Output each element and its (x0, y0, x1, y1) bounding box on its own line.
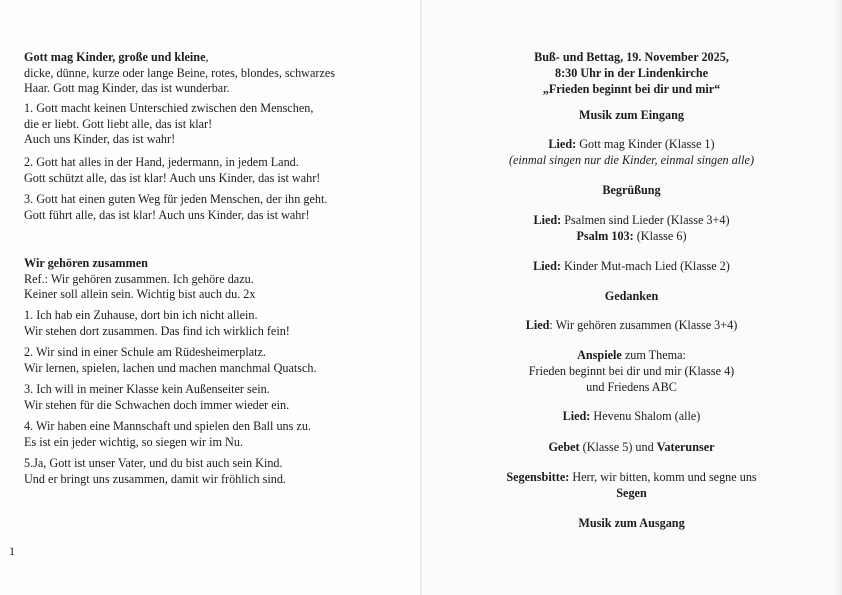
song1-title-line (24, 50, 394, 66)
lied-label: Lied: (533, 259, 561, 273)
gebet-label: Gebet (548, 440, 580, 454)
song2-verse4 (24, 419, 394, 450)
lied-2 (421, 213, 842, 229)
anspiele-line2: Frieden beginnt bei dir und mir (Klasse 4) (528, 364, 735, 378)
verse-line: Wir stehen dort zusammen. Das find ich wirklich fein! (24, 323, 290, 338)
lied-label: Lied: (562, 409, 591, 423)
lied-text: Hevenu Shalom (alle) (590, 409, 701, 423)
verse-line: 2. Wir sind in einer Schule am Rüdesheimerplatz. (24, 345, 266, 359)
verse-line: Es ist ein jeder wichtig, so siegen wir im Nu. (24, 434, 244, 449)
gedanken: Gedanken (604, 289, 659, 303)
lied-3 (421, 259, 842, 275)
psalm-text: (Klasse 6) (633, 229, 687, 243)
begruessung: Begrüßung (602, 183, 661, 197)
lied-text: Gott mag Kinder (Klasse 1) (576, 137, 715, 151)
song2-refrain-line: Keiner soll allein sein. Wichtig bist auch du. 2x (24, 287, 256, 301)
verse-line: Auch uns Kinder, das ist wahr! (24, 132, 176, 146)
verse-line: 2. Gott hat alles in der Hand, jedermann, in jedem Land. (24, 155, 299, 169)
verse-line: 3. Gott hat einen guten Weg für jeden Menschen, der ihn geht. (24, 192, 328, 206)
verse-line: 5.Ja, Gott ist unser Vater, und du bist auch sein Kind. (24, 456, 283, 470)
song1-verse1 (24, 101, 394, 148)
lied-4 (421, 318, 842, 334)
anspiele-label: Anspiele (577, 348, 622, 362)
verse-line: 4. Wir haben eine Mannschaft und spielen den Ball uns zu. (24, 419, 311, 433)
verse-line: 1. Gott macht keinen Unterschied zwischen den Menschen, (24, 101, 314, 115)
lied-label: Lied (525, 318, 550, 332)
verse-line: die er liebt. Gott liebt alle, das ist klar! (24, 116, 213, 131)
segensbitte-label: Segensbitte: (506, 470, 570, 484)
verse-line: Gott schützt alle, das ist klar! Auch uns Kinder, das ist wahr! (24, 170, 321, 185)
song1-verse3 (24, 192, 394, 223)
segensbitte (421, 470, 842, 486)
psalm-label: Psalm 103: (576, 229, 634, 243)
song1-verse2 (24, 155, 394, 186)
page-number: 1 (9, 544, 15, 558)
service-theme: „Frieden beginnt bei dir und mir“ (542, 82, 721, 96)
lied-1-note: (einmal singen nur die Kinder, einmal singen alle) (508, 153, 755, 167)
lied-text: Psalmen sind Lieder (Klasse 3+4) (561, 213, 730, 227)
song2-verse2 (24, 345, 394, 376)
lied-label: Lied: (533, 213, 562, 227)
song2-title: Wir gehören zusammen (24, 256, 148, 270)
song2-verse5 (24, 456, 394, 487)
service-time-place: 8:30 Uhr in der Lindenkirche (554, 66, 709, 80)
lied-text: Kinder Mut-mach Lied (Klasse 2) (560, 259, 730, 273)
musik-ausgang: Musik zum Ausgang (578, 516, 685, 530)
song2-verse1 (24, 308, 394, 339)
musik-eingang: Musik zum Eingang (579, 108, 684, 122)
verse-line: 3. Ich will in meiner Klasse kein Außenseiter sein. (24, 382, 270, 396)
verse-line: Wir lernen, spielen, lachen und machen manchmal Quatsch. (24, 360, 317, 375)
lied-text: : Wir gehören zusammen (Klasse 3+4) (549, 318, 738, 332)
segensbitte-text: Herr, wir bitten, komm und segne uns (569, 470, 757, 484)
song1-intro-line: Haar. Gott mag Kinder, das ist wunderbar. (24, 81, 230, 95)
verse-line: Wir stehen für die Schwachen doch immer wieder ein. (24, 397, 290, 412)
lied-1 (421, 137, 842, 153)
service-date: Buß- und Bettag, 19. November 2025, (534, 50, 729, 64)
gebet (421, 440, 842, 456)
verse-line: 1. Ich hab ein Zuhause, dort bin ich nicht allein. (24, 308, 258, 322)
song1-block (24, 50, 394, 97)
song1-title-tail: , (205, 50, 209, 64)
song2-block (24, 256, 394, 303)
anspiele (421, 348, 842, 364)
verse-line: Gott führt alle, das ist klar! Auch uns Kinder, das ist wahr! (24, 207, 310, 222)
psalm (421, 229, 842, 245)
song2-verse3 (24, 382, 394, 413)
gebet-text: (Klasse 5) und (579, 440, 657, 454)
lied-5 (421, 409, 842, 425)
vaterunser: Vaterunser (656, 440, 715, 454)
song1-title: Gott mag Kinder, große und kleine (24, 50, 206, 64)
song2-refrain-line: Ref.: Wir gehören zusammen. Ich gehöre dazu. (24, 271, 254, 286)
anspiele-text: zum Thema: (621, 348, 686, 362)
segen: Segen (616, 486, 647, 500)
anspiele-line3: und Friedens ABC (586, 380, 677, 394)
verse-line: Und er bringt uns zusammen, damit wir fröhlich sind. (24, 471, 286, 486)
song1-intro-line: dicke, dünne, kurze oder lange Beine, rotes, blondes, schwarzes (24, 65, 336, 80)
lied-label: Lied: (548, 137, 577, 151)
